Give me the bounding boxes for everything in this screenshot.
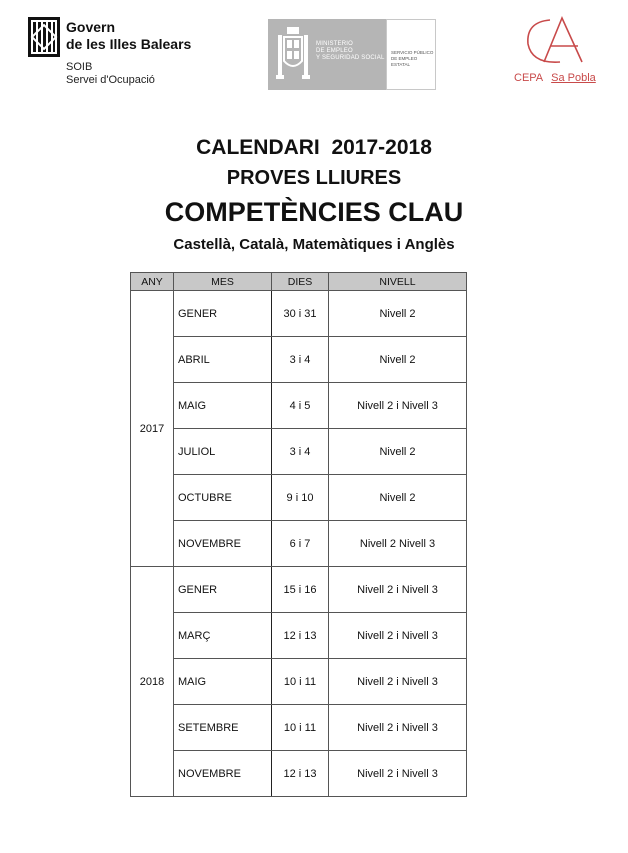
month-cell: JULIOL [174,429,272,475]
level-cell: Nivell 2 [329,429,467,475]
table-row [131,475,467,521]
ministerio-text [316,41,385,62]
month-cell: NOVEMBRE [174,521,272,567]
level-cell: Nivell 2 i Nivell 3 [329,751,467,797]
days-cell: 12 i 13 [272,613,329,659]
month-cell: NOVEMBRE [174,751,272,797]
month-cell: GENER [174,291,272,337]
level-cell: Nivell 2 [329,291,467,337]
month-cell: OCTUBRE [174,475,272,521]
days-cell: 15 i 16 [272,567,329,613]
header-mes: MES [174,273,272,291]
level-cell: Nivell 2 i Nivell 3 [329,567,467,613]
table-row [131,429,467,475]
table-row [131,337,467,383]
header-any: ANY [131,273,174,291]
cepa-text: CEPA [514,72,544,84]
table-row [131,567,467,613]
govern-name-line1: Govern [66,19,116,35]
servicio-line1: SERVICIO PÚBLICO [391,50,434,55]
servicio-publico-text [391,50,435,68]
level-cell: Nivell 2 i Nivell 3 [329,383,467,429]
ministerio-line1: MINISTERIO [316,41,354,47]
table-row [131,383,467,429]
header-nivell: NIVELL [329,273,467,291]
ministerio-line3: Y SEGURIDAD SOCIAL [316,55,385,61]
month-cell: MARÇ [174,613,272,659]
days-cell: 3 i 4 [272,337,329,383]
proves-lliures-title: PROVES LLIURES [226,167,402,189]
header-dies: DIES [272,273,329,291]
year-cell: 2017 [131,291,174,567]
table-row [131,659,467,705]
cepa-place: Sa Pobla [551,72,596,84]
govern-name-line2: de les Illes Balears [66,36,192,52]
table-row [131,705,467,751]
level-cell: Nivell 2 i Nivell 3 [329,613,467,659]
month-cell: MAIG [174,383,272,429]
table-row [131,291,467,337]
year-cell: 2018 [131,567,174,797]
calendar-title: CALENDARI 2017-2018 [196,136,432,159]
days-cell: 9 i 10 [272,475,329,521]
govern-name [66,19,191,53]
subjects-subtitle: Castellà, Català, Matemàtiques i Anglès [173,236,455,253]
ministerio-empleo-logo [268,19,436,90]
soib-line1: SOIB [66,61,93,73]
days-cell: 3 i 4 [272,429,329,475]
month-cell: SETEMBRE [174,705,272,751]
days-cell: 30 i 31 [272,291,329,337]
soib-label [66,61,155,87]
soib-line2: Servei d'Ocupació [66,74,155,86]
cepa-sa-pobla-logo [510,12,615,92]
days-cell: 4 i 5 [272,383,329,429]
cepa-mark-icon [510,12,615,72]
days-cell: 6 i 7 [272,521,329,567]
level-cell: Nivell 2 [329,337,467,383]
table-row [131,613,467,659]
month-cell: GENER [174,567,272,613]
days-cell: 10 i 11 [272,659,329,705]
table-row [131,521,467,567]
level-cell: Nivell 2 [329,475,467,521]
level-cell: Nivell 2 Nivell 3 [329,521,467,567]
level-cell: Nivell 2 i Nivell 3 [329,659,467,705]
competencies-clau-title: COMPETÈNCIES CLAU [164,197,464,227]
level-cell: Nivell 2 i Nivell 3 [329,705,467,751]
govern-emblem-icon [28,17,60,57]
servicio-line2: DE EMPLEO ESTATAL [391,56,418,67]
cepa-label [514,72,596,84]
month-cell: ABRIL [174,337,272,383]
govern-illes-balears-logo [28,15,198,95]
table-header-row [131,273,467,291]
table-row [131,751,467,797]
month-cell: MAIG [174,659,272,705]
ministerio-line2: DE EMPLEO [316,48,353,54]
spanish-coat-of-arms-icon [276,25,310,83]
days-cell: 10 i 11 [272,705,329,751]
days-cell: 12 i 13 [272,751,329,797]
exam-calendar-table [130,272,467,797]
servicio-publico-box [386,19,436,90]
